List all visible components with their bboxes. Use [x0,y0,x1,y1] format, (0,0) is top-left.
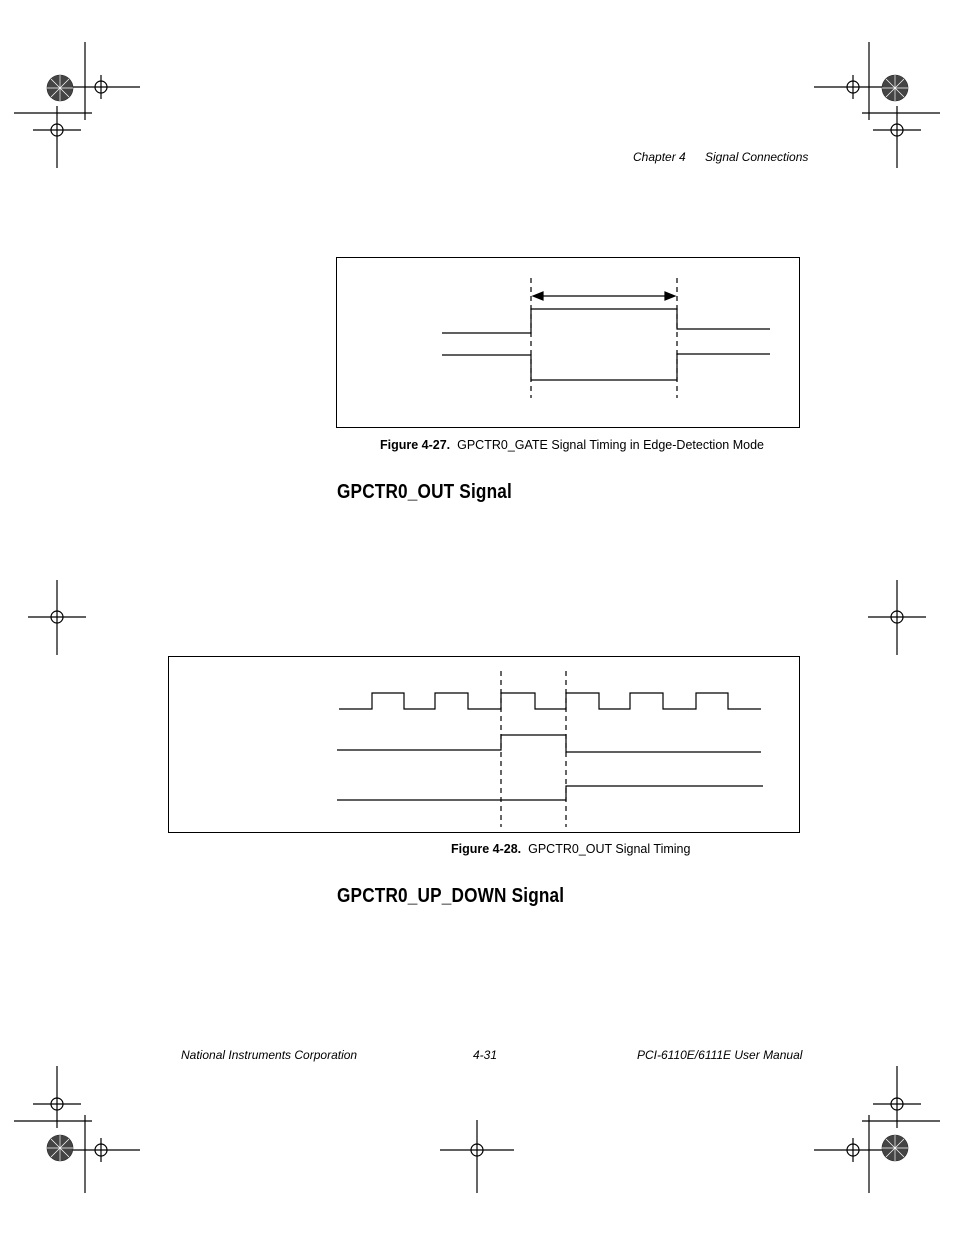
header-section: Signal Connections [705,150,809,164]
figure-28-title: GPCTR0_OUT Signal Timing [528,842,691,856]
figure-27-caption [380,438,764,452]
figure-28-caption [451,842,690,856]
section-heading-gpctr0-up-down: GPCTR0_UP_DOWN Signal [337,885,565,907]
section-heading-gpctr0-out: GPCTR0_OUT Signal [337,481,512,503]
figure-27-timing-diagram [337,258,801,429]
footer-company: National Instruments Corporation [181,1048,358,1062]
figure-27-frame [336,257,800,428]
footer-manual-title: PCI-6110E/6111E User Manual [637,1048,803,1062]
figure-27-number: Figure 4-27. [380,438,451,452]
figure-28-frame [168,656,800,833]
figure-28-timing-diagram [169,657,801,834]
figure-28-number: Figure 4-28. [451,842,522,856]
figure-27-title: GPCTR0_GATE Signal Timing in Edge-Detection Mode [457,438,764,452]
header-chapter: Chapter 4 [633,150,686,164]
footer-page-number: 4-31 [473,1048,498,1062]
